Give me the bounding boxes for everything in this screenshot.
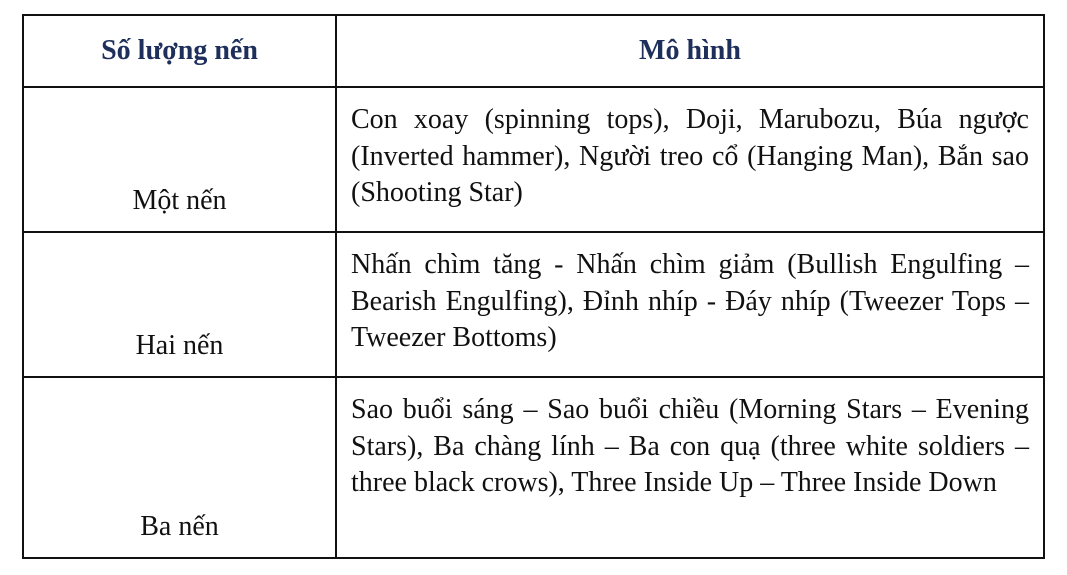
pattern-cell: Nhấn chìm tăng - Nhấn chìm giảm (Bullish Engulfing – Bearish Engulfing), Đỉnh nhíp - Đáy nhíp (Tweezer Tops – Tweezer Bottoms) <box>351 249 1029 353</box>
table-header-row <box>24 16 1043 88</box>
table-row <box>24 233 1043 378</box>
header-candle-count: Số lượng nến <box>101 35 258 66</box>
candle-count-cell: Một nến <box>132 185 227 216</box>
candlestick-pattern-table <box>22 14 1045 559</box>
header-pattern: Mô hình <box>639 35 741 66</box>
pattern-cell: Sao buổi sáng – Sao buổi chiều (Morning Stars – Evening Stars), Ba chàng lính – Ba con quạ (three white soldiers – three black crows), Three Inside Up – Three Inside Down <box>351 394 1029 498</box>
table-row <box>24 378 1043 557</box>
candle-count-cell: Hai nến <box>135 330 224 361</box>
candle-count-cell: Ba nến <box>140 511 219 542</box>
pattern-cell: Con xoay (spinning tops), Doji, Marubozu, Búa ngược (Inverted hammer), Người treo cổ (Hanging Man), Bắn sao (Shooting Star) <box>351 104 1029 208</box>
table-row <box>24 88 1043 233</box>
column-divider <box>335 16 337 557</box>
